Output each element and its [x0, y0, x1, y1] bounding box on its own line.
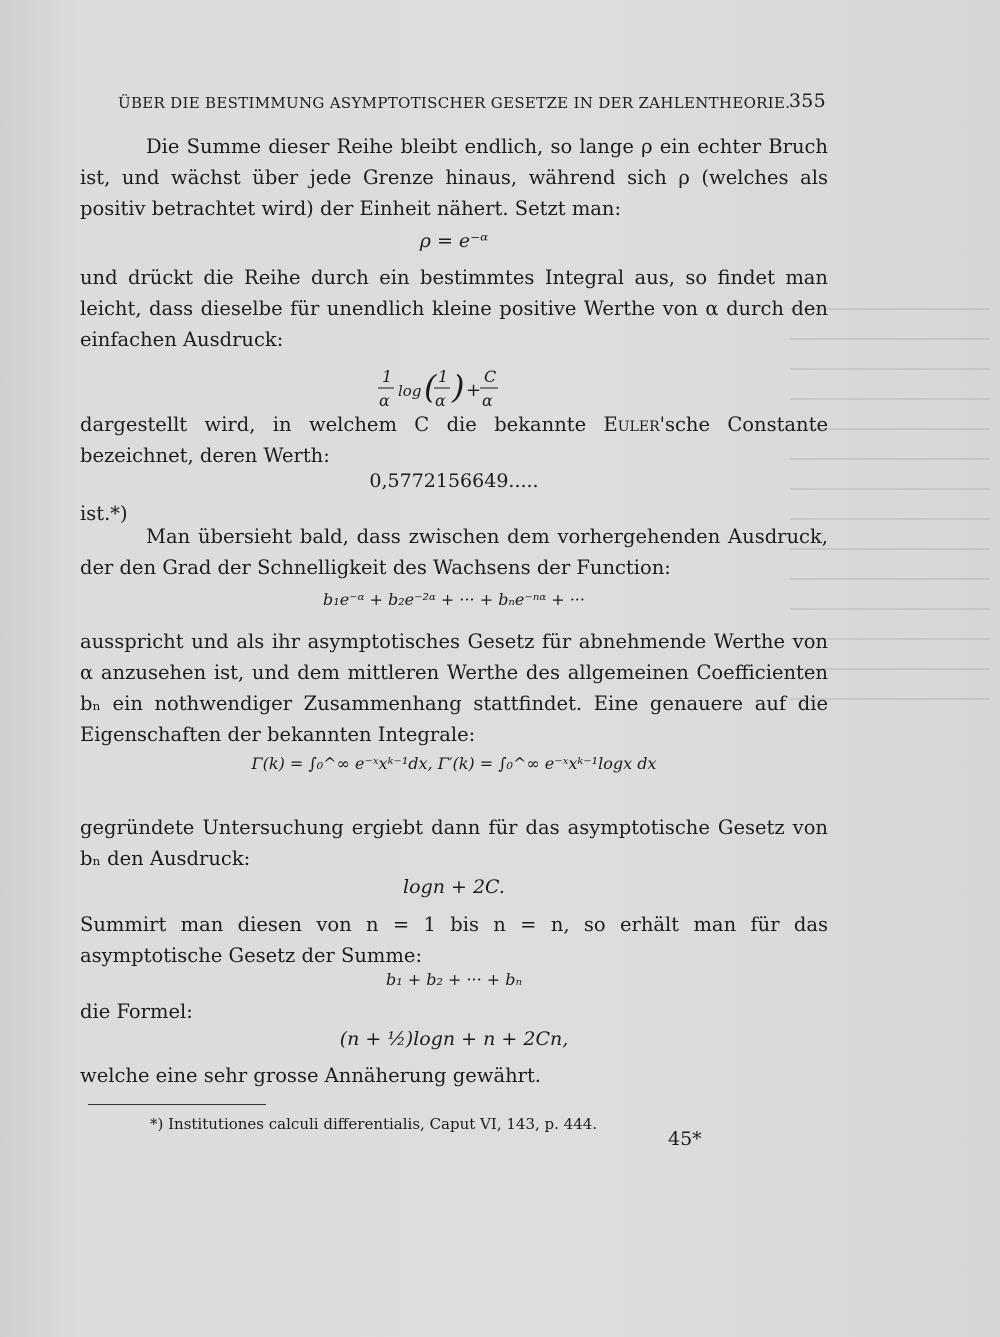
svg-text:α: α [379, 391, 390, 410]
svg-text:1: 1 [382, 367, 393, 386]
equation-sum: b₁ + b₂ + ··· + bₙ [385, 970, 523, 989]
paragraph-5 [80, 521, 828, 583]
footnote: *) Institutiones calculi differentialis, Caput VI, 143, p. 444. [150, 1115, 598, 1133]
svg-text:+: + [466, 380, 482, 401]
paragraph-5-text: Man übersieht bald, dass zwischen dem vorhergehenden Ausdruck, der den Grad der Schnelligkeit des Wachsens der Function: [80, 525, 828, 579]
svg-text:α: α [482, 391, 493, 410]
paragraph-3 [80, 409, 828, 471]
paragraph-4: ist.*) [80, 502, 128, 525]
equation-euler-constant: 0,5772156649..... [369, 470, 539, 492]
paragraph-10: welche eine sehr grosse Annäherung gewährt. [80, 1064, 541, 1087]
paragraph-9: die Formel: [80, 1000, 193, 1023]
equation-rho: ρ = e⁻ᵅ [419, 230, 489, 252]
paragraph-6: ausspricht und als ihr asymptotisches Gesetz für abnehmende Werthe von α anzusehen ist, und dem mittleren Werthe des allgemeinen Coefficienten bₙ ein nothwendiger Zusammenhang stattfindet. Eine genauere auf die Eigenschaften der bekannten Integrale: [80, 630, 828, 746]
paragraph-7: gegründete Untersuchung ergiebt dann für das asymptotische Gesetz von bₙ den Ausdruck: [80, 816, 828, 870]
paragraph-1-text: Die Summe dieser Reihe bleibt endlich, so lange ρ ein echter Bruch ist, und wächst über jede Grenze hinaus, während sich ρ (welches als positiv betrachtet wird) der Einheit nähert. Setzt man: [80, 135, 828, 220]
paragraph-3-text-a: dargestellt wird, in welchem C die bekannte [80, 413, 604, 436]
euler-name: Euler [603, 413, 660, 436]
fraction-expression-graphic [374, 366, 534, 412]
equation-series: b₁e⁻ᵅ + b₂e⁻²ᵅ + ··· + bₙe⁻ⁿᵅ + ··· [323, 590, 585, 609]
paragraph-1 [80, 131, 828, 224]
footnote-rule [88, 1104, 266, 1105]
paragraph-8: Summirt man diesen von n = 1 bis n = n, so erhält man für das asymptotische Gesetz der Summe: [80, 913, 828, 967]
svg-text:log: log [398, 382, 422, 400]
svg-text:1: 1 [438, 367, 449, 386]
equation-formula: (n + ½)logn + n + 2Cn, [339, 1028, 569, 1050]
paragraph-3-text-b: 'sche Constante bezeichnet, deren Werth: [80, 413, 828, 467]
running-title: ÜBER DIE BESTIMMUNG ASYMPTOTISCHER GESETZE IN DER ZAHLENTHEORIE. [118, 94, 791, 112]
paragraph-2: und drückt die Reihe durch ein bestimmtes Integral aus, so findet man leicht, dass dieselbe für unendlich kleine positive Werthe von α durch den einfachen Ausdruck: [80, 266, 828, 351]
equation-gamma-integrals: Γ(k) = ∫₀^∞ e⁻ˣxᵏ⁻¹dx, Γ′(k) = ∫₀^∞ e⁻ˣxᵏ⁻¹logx dx [251, 754, 657, 773]
svg-text:(: ( [424, 368, 437, 406]
svg-text:C: C [484, 367, 497, 386]
signature-mark: 45* [668, 1128, 702, 1150]
page-number: 355 [788, 90, 826, 112]
svg-text:): ) [452, 368, 465, 406]
equation-log-n: logn + 2C. [403, 876, 505, 898]
svg-text:α: α [435, 391, 446, 410]
